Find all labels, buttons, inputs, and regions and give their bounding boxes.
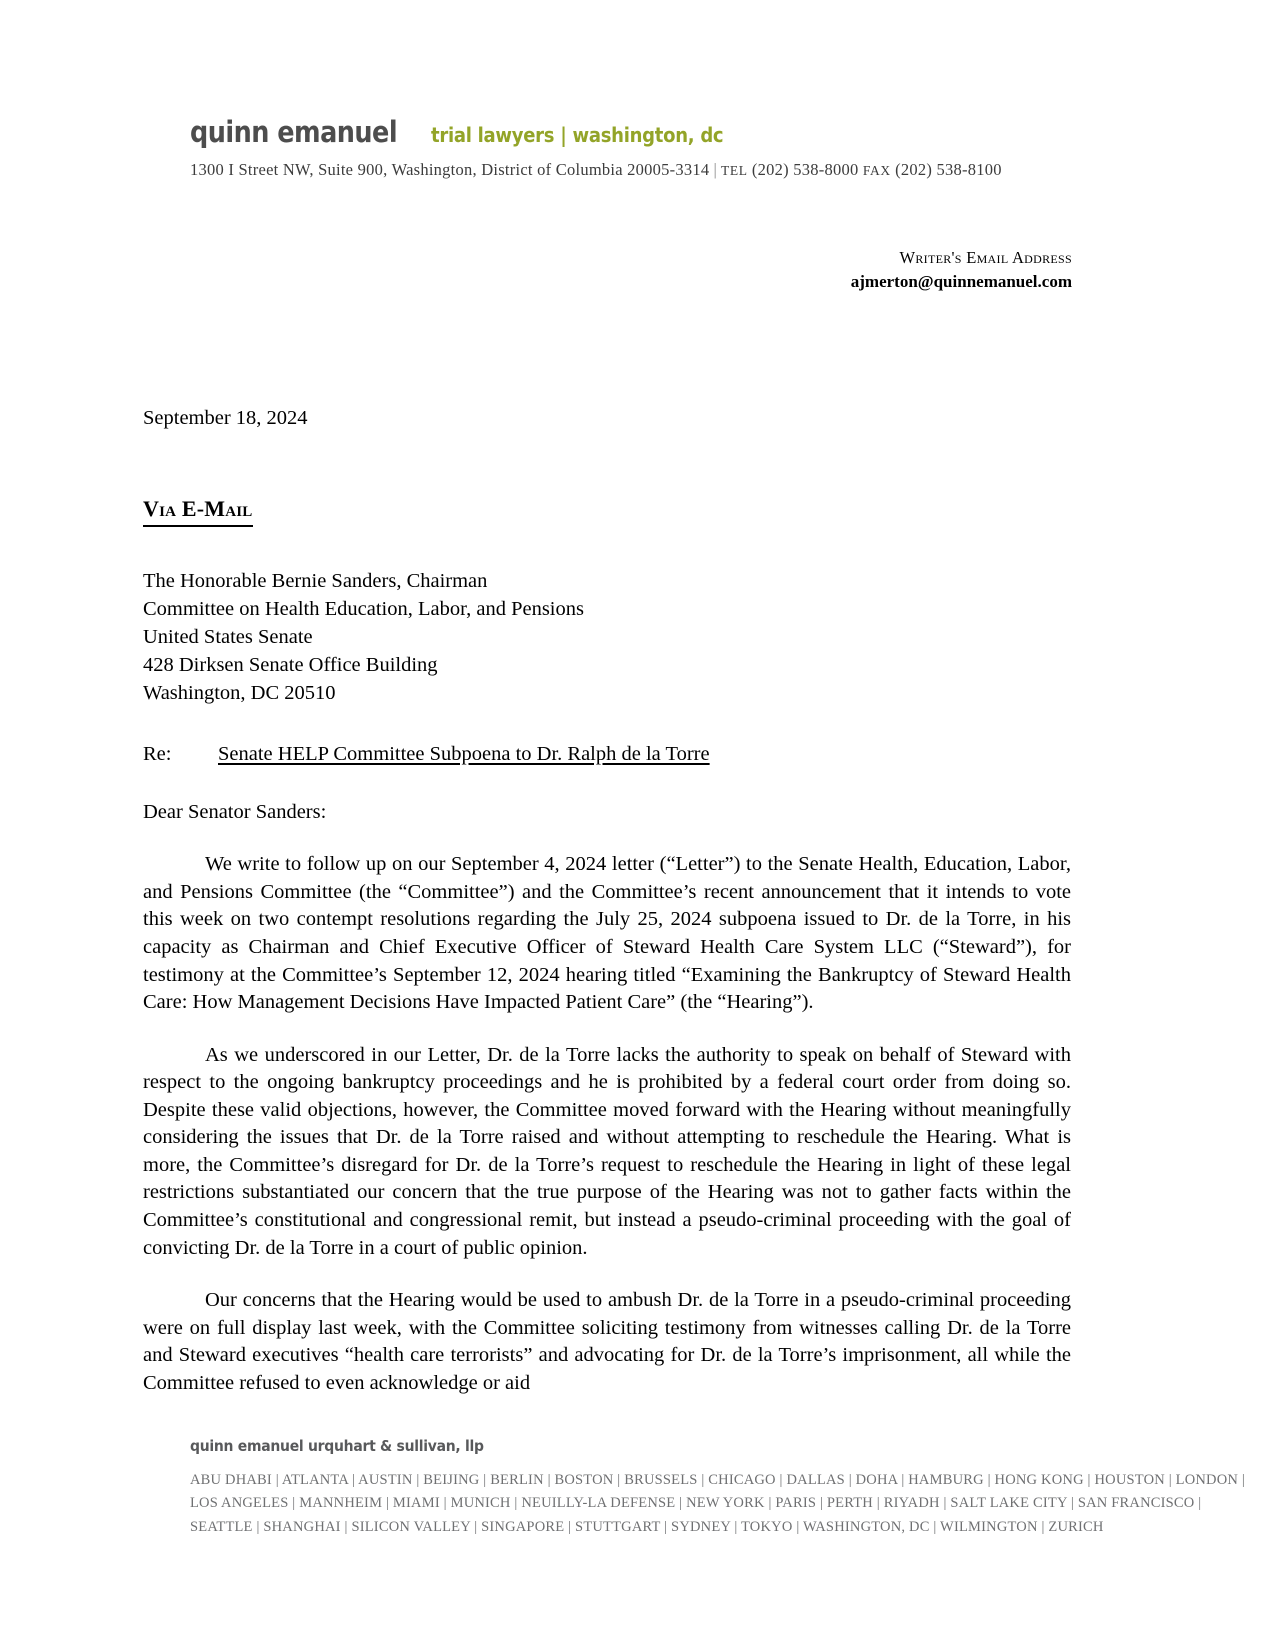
- body-paragraph: Our concerns that the Hearing would be used to ambush Dr. de la Torre in a pseudo-criminal proceeding were on full display last week, with the Committee soliciting testimony from witnesses calling Dr. de la Torre and Steward executives “health care terrorists” and advocating for Dr. de la Torre’s imprisonment, all while the Committee refused to even acknowledge or aid: [143, 1289, 1071, 1394]
- address-separator: |: [713, 160, 717, 179]
- firm-logo-tagline: trial lawyers | washington, dc: [431, 123, 724, 147]
- writer-email-block: [851, 246, 1072, 295]
- body-paragraph: As we underscored in our Letter, Dr. de la Torre lacks the authority to speak on behalf of Steward with respect to the ongoing bankruptcy proceedings and he is prohibited by a federal court order from doing so. Despite these valid objections, however, the Committee moved forward with the Hearing without meaningfully considering the issues that Dr. de la Torre raised and without attempting to reschedule the Hearing. What is more, the Committee’s disregard for Dr. de la Torre’s request to reschedule the Hearing in light of these legal restrictions substantiated our concern that the true purpose of the Hearing was not to gather facts within the Committee’s constitutional and congressional remit, but instead a pseudo-criminal proceeding with the goal of convicting Dr. de la Torre in a court of public opinion.: [143, 1043, 1071, 1259]
- recipient-line: The Honorable Bernie Sanders, Chairman: [143, 569, 488, 592]
- tel-number: (202) 538-8000: [751, 160, 859, 179]
- recipient-line: 428 Dirksen Senate Office Building: [143, 654, 438, 677]
- body-paragraph: We write to follow up on our September 4, 2024 letter (“Letter”) to the Senate Health, Education, Labor, and Pensions Committee (the “Committee”) and the Committee’s recent announcement that it intends to vote this week on two contempt resolutions regarding the July 25, 2024 subpoena issued to Dr. de la Torre, in his capacity as Chairman and Chief Executive Officer of Steward Health Care System LLC (“Steward”), for testimony at the Committee’s September 12, 2024 hearing titled “Examining the Bankruptcy of Steward Health Care: How Management Decisions Have Impacted Patient Care” (the “Hearing”).: [143, 853, 1071, 1014]
- page-footer: [190, 1437, 1246, 1539]
- re-label: Re:: [143, 743, 172, 766]
- recipient-line: Committee on Health Education, Labor, and Pensions: [143, 598, 584, 621]
- footer-office-row: LOS ANGELES | MANNHEIM | MIAMI | MUNICH | NEUILLY-LA DEFENSE | NEW YORK | PARIS | PERTH | RIYADH | SALT LAKE CITY | SAN FRANCISCO |: [190, 1495, 1202, 1512]
- footer-office-row: SEATTLE | SHANGHAI | SILICON VALLEY | SINGAPORE | STUTTGART | SYDNEY | TOKYO | WASHINGTON, DC | WILMINGTON | ZURICH: [190, 1518, 1104, 1535]
- footer-firm-name-wrapper: [190, 1437, 1165, 1456]
- letter-body: [143, 405, 1071, 1397]
- delivery-method: Via E-Mail: [143, 494, 253, 526]
- footer-office-row: ABU DHABI | ATLANTA | AUSTIN | BEIJING | BERLIN | BOSTON | BRUSSELS | CHICAGO | DALLAS | DOHA | HAMBURG | HONG KONG | HOUSTON | LONDON |: [190, 1472, 1246, 1488]
- fax-number: (202) 538-8100: [895, 160, 1002, 179]
- recipient-line: Washington, DC 20510: [143, 682, 336, 705]
- writer-email-address: ajmerton@quinnemanuel.com: [850, 271, 1072, 291]
- tel-label: TEL: [721, 163, 748, 178]
- office-address-line: [190, 160, 1090, 180]
- letterhead: [190, 115, 1090, 180]
- letter-date: September 18, 2024: [143, 407, 308, 429]
- recipient-line: United States Senate: [143, 626, 313, 649]
- recipient-address-block: [143, 567, 1071, 707]
- fax-label: FAX: [862, 163, 891, 178]
- subject-line: [143, 741, 1071, 768]
- delivery-method-wrapper: [143, 432, 1071, 526]
- firm-logo-mark: quinn emanuel: [190, 115, 398, 149]
- footer-firm-name: quinn emanuel urquhart & sullivan, llp: [190, 1437, 484, 1455]
- office-street-address: 1300 I Street NW, Suite 900, Washington, District of Columbia 20005-3314: [190, 160, 710, 179]
- salutation: Dear Senator Sanders:: [143, 800, 327, 823]
- footer-office-list: [190, 1469, 1246, 1539]
- firm-logo: [190, 115, 1090, 149]
- re-subject: Senate HELP Committee Subpoena to Dr. Ralph de la Torre: [218, 743, 710, 766]
- writer-email-label: Writer's Email Address: [899, 248, 1072, 267]
